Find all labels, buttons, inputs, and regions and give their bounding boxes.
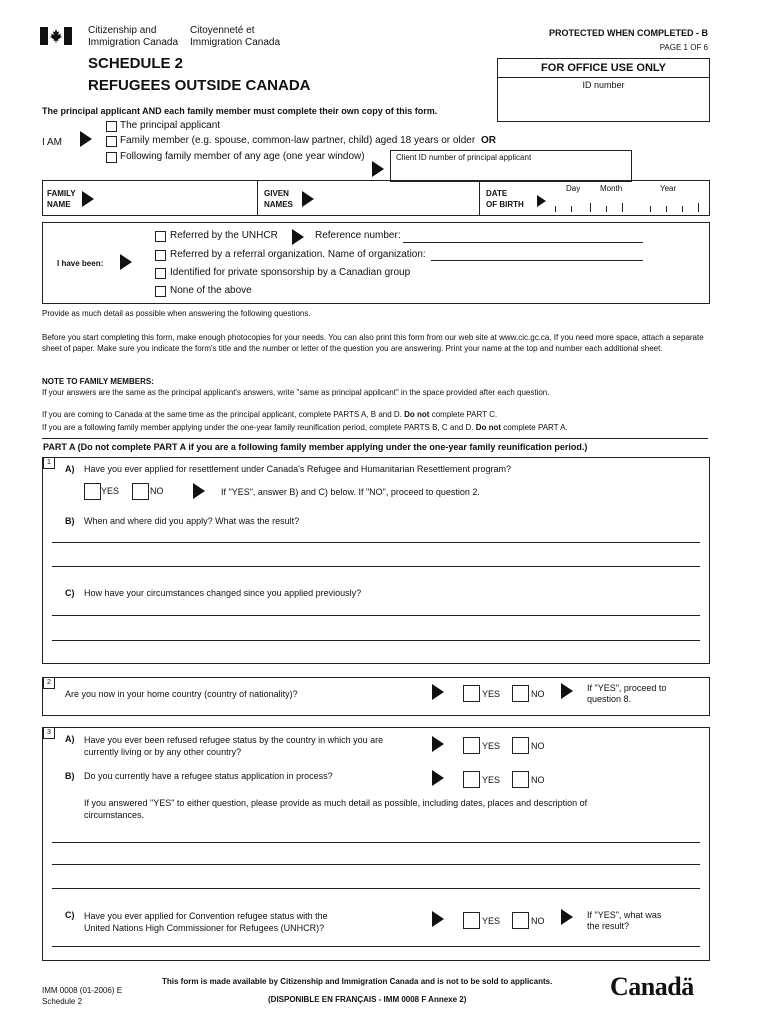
q3b-yes-checkbox[interactable]: [463, 771, 480, 788]
q3b-label: B): [65, 771, 75, 781]
q3-detail-instruction: [84, 797, 587, 821]
q3a-yes-checkbox[interactable]: [463, 737, 480, 754]
q2-note-line-2: question 8.: [587, 694, 632, 704]
form-schedule: Schedule 2: [42, 997, 83, 1006]
year-label: Year: [660, 184, 677, 193]
intro-text: The principal applicant AND each family member must complete their own copy of this form.: [42, 106, 438, 116]
q3-answer-line[interactable]: [52, 842, 700, 843]
q1-no-checkbox[interactable]: [132, 483, 149, 500]
or-label: OR: [480, 135, 496, 146]
dept-en-line-2: Immigration Canada: [88, 37, 179, 48]
day-label: Day: [566, 184, 581, 193]
none-label: None of the above: [170, 285, 252, 296]
arrow-icon: [537, 195, 546, 207]
given-names-line-2: NAMES: [264, 200, 293, 209]
department-name-en: [88, 25, 178, 49]
arrow-icon: [302, 191, 314, 207]
q3a-no-label: NO: [531, 741, 545, 751]
q3-answer-line[interactable]: [52, 888, 700, 889]
parts-instruction-1-end: complete PART C.: [431, 410, 498, 419]
q3-detail-line-2: circumstances.: [84, 810, 145, 820]
following-member-checkbox[interactable]: [106, 152, 117, 163]
family-member-checkbox[interactable]: [106, 136, 117, 147]
q3c-text-line-2: United Nations High Commissioner for Refugees (UNHCR)?: [84, 923, 325, 933]
protected-label: PROTECTED WHEN COMPLETED - B: [549, 28, 708, 38]
organization-name-input[interactable]: [431, 260, 643, 261]
q2-yes-checkbox[interactable]: [463, 685, 480, 702]
family-name-label: [47, 188, 76, 210]
none-checkbox[interactable]: [155, 286, 166, 297]
arrow-icon: [432, 736, 444, 752]
part-a-heading: PART A (Do not complete PART A if you are a following family member applying under the one-year family reunification period.): [43, 442, 588, 452]
q3-answer-line[interactable]: [52, 864, 700, 865]
month-label: Month: [600, 184, 623, 193]
q3-detail-line-1: If you answered "YES" to either question, please provide as much detail as possible, including dates, places and description of: [84, 798, 588, 808]
detail-instruction: Provide as much detail as possible when answering the following questions.: [42, 309, 311, 318]
dept-fr-line-2: Immigration Canada: [190, 37, 281, 48]
form-id: IMM 0008 (01-2006) E: [42, 986, 123, 995]
given-names-input[interactable]: [320, 184, 470, 210]
arrow-icon: [193, 483, 205, 499]
arrow-icon: [561, 683, 573, 699]
q3c-note-line-1: If "YES", what was: [587, 910, 662, 920]
q1-yes-label: YES: [101, 486, 120, 496]
q1-yes-checkbox[interactable]: [84, 483, 101, 500]
q3a-text-line-2: currently living or by any other country?: [84, 747, 242, 757]
id-number-label: ID number: [582, 80, 625, 90]
family-name-line-1: FAMILY: [47, 189, 76, 198]
q3c-no-label: NO: [531, 916, 545, 926]
q3a-label: A): [65, 734, 75, 744]
given-names-line-1: GIVEN: [264, 189, 289, 198]
q1a-label: A): [65, 464, 75, 474]
q1c-text: How have your circumstances changed since you applied previously?: [84, 588, 362, 598]
q1b-text: When and where did you apply? What was the result?: [84, 516, 300, 526]
principal-applicant-label: The principal applicant: [120, 120, 221, 131]
q3c-no-checkbox[interactable]: [512, 912, 529, 929]
french-notice: (DISPONIBLE EN FRANÇAIS - IMM 0008 F Annexe 2): [268, 995, 467, 1004]
arrow-icon: [561, 909, 573, 925]
dob-line-2: OF BIRTH: [486, 200, 524, 209]
arrow-icon: [432, 911, 444, 927]
q1c-answer-line[interactable]: [52, 615, 700, 616]
page-number: PAGE 1 OF 6: [659, 43, 708, 52]
q3a-text: [84, 734, 383, 758]
arrow-icon: [82, 191, 94, 207]
department-name-fr: [190, 25, 280, 49]
question-3-number: 3: [43, 727, 55, 739]
referral-org-checkbox[interactable]: [155, 250, 166, 261]
q1c-label: C): [65, 588, 75, 598]
i-have-been-label: I have been:: [57, 259, 104, 268]
reference-number-label: Reference number:: [315, 230, 401, 241]
canada-flag-logo: [40, 27, 72, 45]
q2-no-label: NO: [531, 689, 545, 699]
q2-no-checkbox[interactable]: [512, 685, 529, 702]
note-body: If your answers are the same as the principal applicant's answers, write "same as principal applicant" in the space provided after each question.: [42, 388, 550, 397]
client-id-label: Client ID number of principal applicant: [396, 153, 532, 162]
question-2-number: 2: [43, 677, 55, 689]
family-name-input[interactable]: [100, 184, 250, 210]
family-member-label: [120, 135, 496, 146]
family-member-text: Family member (e.g. spouse, common-law partner, child) aged 18 years or older: [120, 135, 476, 146]
dept-fr-line-1: Citoyenneté et: [190, 25, 255, 36]
family-name-line-2: NAME: [47, 200, 71, 209]
question-1-number: 1: [43, 457, 55, 469]
note-title: NOTE TO FAMILY MEMBERS:: [42, 377, 154, 386]
q3c-text: [84, 910, 328, 934]
parts-instruction-1-text: If you are coming to Canada at the same time as the principal applicant, complete PARTS A, B and D.: [42, 410, 402, 419]
canada-wordmark: Canadä: [610, 972, 694, 1001]
arrow-icon: [292, 229, 304, 245]
schedule-title: SCHEDULE 2: [88, 55, 184, 72]
private-sponsorship-checkbox[interactable]: [155, 268, 166, 279]
q3a-yes-label: YES: [482, 741, 501, 751]
q3c-label: C): [65, 910, 75, 920]
form-identifier: [42, 985, 122, 1007]
availability-notice: This form is made available by Citizenship and Immigration Canada and is not to be sold to applicants.: [162, 977, 553, 986]
q2-yes-label: YES: [482, 689, 501, 699]
q2-text: Are you now in your home country (country of nationality)?: [65, 689, 298, 699]
q3c-text-line-1: Have you ever applied for Convention refugee status with the: [84, 911, 328, 921]
unhcr-label: Referred by the UNHCR: [170, 230, 278, 241]
dob-line-1: DATE: [486, 189, 508, 198]
q3a-no-checkbox[interactable]: [512, 737, 529, 754]
principal-applicant-checkbox[interactable]: [106, 121, 117, 132]
q1c-answer-line[interactable]: [52, 640, 700, 641]
office-use-box: [497, 58, 710, 122]
q3b-no-checkbox[interactable]: [512, 771, 529, 788]
arrow-icon: [120, 254, 132, 270]
arrow-icon: [432, 770, 444, 786]
q3b-no-label: NO: [531, 775, 545, 785]
q2-note-line-1: If "YES", proceed to: [587, 683, 667, 693]
arrow-icon: [432, 684, 444, 700]
q3c-yes-checkbox[interactable]: [463, 912, 480, 929]
q3c-answer-line[interactable]: [52, 946, 700, 947]
date-of-birth-label: [486, 188, 524, 210]
do-not-label: Do not: [475, 423, 502, 432]
arrow-icon: [372, 161, 384, 177]
arrow-icon: [80, 131, 92, 147]
client-id-field[interactable]: [390, 150, 632, 182]
q2-note: [587, 683, 666, 705]
q1a-text: Have you ever applied for resettlement under Canada's Refugee and Humanitarian Resettlement program?: [84, 464, 511, 474]
q3c-note-line-2: the result?: [587, 921, 630, 931]
q3a-text-line-1: Have you ever been refused refugee status by the country in which you are: [84, 735, 384, 745]
reference-number-input[interactable]: [403, 242, 643, 243]
following-member-label: Following family member of any age (one year window): [120, 151, 365, 162]
q1-no-label: NO: [150, 486, 164, 496]
given-names-label: [264, 188, 293, 210]
unhcr-checkbox[interactable]: [155, 231, 166, 242]
do-not-label: Do not: [404, 410, 430, 419]
q3c-note: [587, 910, 661, 932]
referral-org-label: Referred by a referral organization. Name of organization:: [170, 249, 426, 260]
private-sponsorship-label: Identified for private sponsorship by a Canadian group: [170, 267, 411, 278]
date-of-birth-input[interactable]: [552, 198, 704, 212]
parts-instruction-1: [42, 410, 497, 419]
i-am-label: I AM: [42, 137, 63, 148]
q1b-answer-line[interactable]: [52, 542, 700, 543]
q3b-yes-label: YES: [482, 775, 501, 785]
q3b-text: Do you currently have a refugee status application in process?: [84, 771, 333, 781]
q1b-label: B): [65, 516, 75, 526]
parts-instruction-2-end: complete PART A.: [503, 423, 568, 432]
q3c-yes-label: YES: [482, 916, 501, 926]
office-use-title: FOR OFFICE USE ONLY: [498, 59, 709, 78]
parts-instruction-2: [42, 423, 568, 432]
form-title: REFUGEES OUTSIDE CANADA: [88, 77, 311, 94]
dept-en-line-1: Citizenship and: [88, 25, 157, 36]
parts-instruction-2-text: If you are a following family member applying under the one-year family reunification period, complete PARTS B, C and D.: [42, 423, 474, 432]
q1-instruction: If "YES", answer B) and C) below. If "NO", proceed to question 2.: [221, 487, 480, 497]
q1b-answer-line[interactable]: [52, 566, 700, 567]
photocopy-instruction: Before you start completing this form, make enough photocopies for your needs. You can also print this form from our web site at www.cic.gc.ca. If you need more space, attach a separate sheet of paper. Make sure you indicate the form's title and the number or letter of the question you are answering. Print your name at the top and number each additional sheet.: [42, 333, 704, 353]
